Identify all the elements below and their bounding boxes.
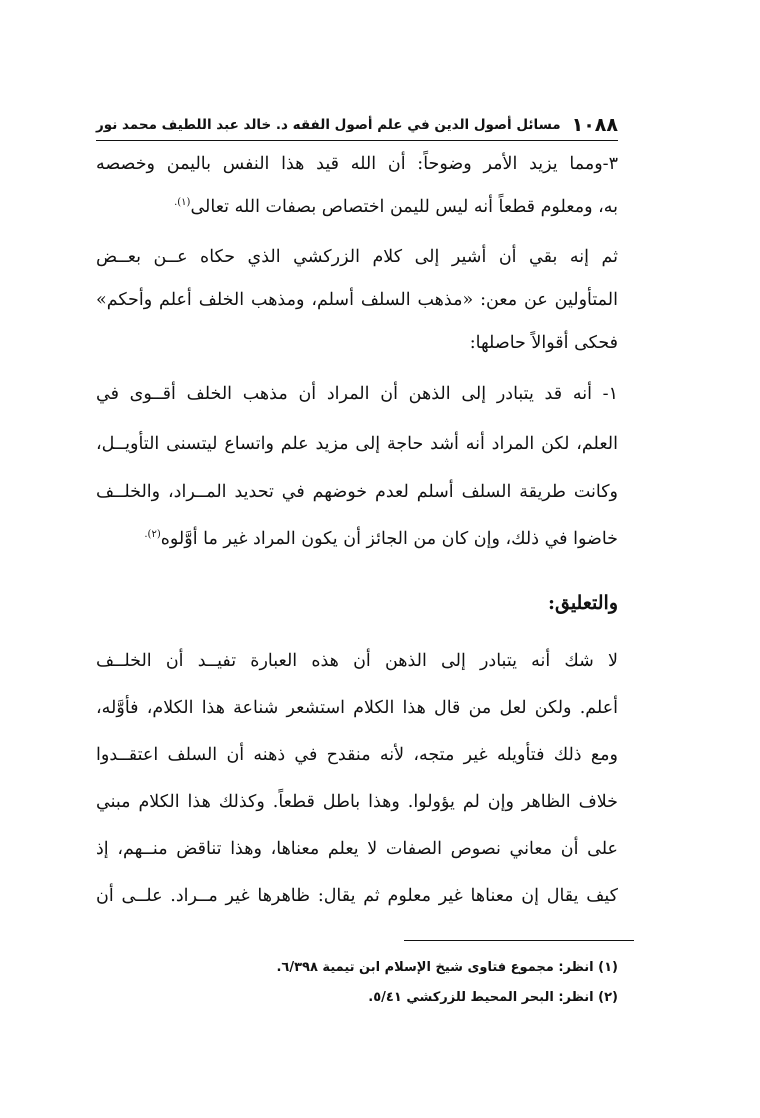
text-line: كيف يقال إن معناها غير معلوم ثم يقال: ظاهرها غير مــراد. علــى أن [96,886,618,906]
text-line: خلاف الظاهر وإن لم يؤولوا. وهذا باطل قطعاً. وكذلك هذا الكلام مبني [96,792,618,812]
text-line: وكانت طريقة السلف أسلم لعدم خوضهم في تحديد المــراد، والخلــف [96,482,618,502]
header-divider [96,140,618,141]
footnote: (١) انظر: مجموع فتاوى شيخ الإسلام ابن تيمية ٦/٣٩٨. [276,960,618,975]
text-line: خاضوا في ذلك، وإن كان من الجائز أن يكون المراد غير ما أوَّلوه$^{(٢).}$ [144,529,618,549]
text-line: ١- أنه قد يتبادر إلى الذهن أن المراد أن مذهب الخلف أقــوى في [96,384,618,404]
page-number: ١٠٨٨ [571,114,618,136]
text-line: فحكى أقوالاً حاصلها: [469,333,618,353]
text-line: ٣-ومما يزيد الأمر وضوحاً: أن الله قيد هذا النفس باليمن وخصصه [96,154,618,174]
text-line: أعلم. ولكن لعل من قال هذا الكلام استشعر شناعة هذا الكلام، فأوَّله، [96,698,618,718]
text-line: لا شك أنه يتبادر إلى الذهن أن هذه العبارة تفيــد أن الخلــف [96,651,618,671]
running-header [96,112,618,138]
footnote: (٢) انظر: البحر المحيط للزركشي ٥/٤١. [368,990,618,1005]
text-line: ومع ذلك فتأويله غير متجه، لأنه منقدح في ذهنه أن السلف اعتقــدوا [96,745,618,765]
text-line: العلم، لكن المراد أنه أشد حاجة إلى مزيد علم واتساع ليتسنى التأويــل، [96,434,618,454]
text-line: المتأولين عن معن: «مذهب السلف أسلم، ومذهب الخلف أعلم وأحكم» [96,290,618,310]
running-title: مسائل أصول الدين في علم أصول الفقه د. خالد عبد اللطيف محمد نور [96,117,561,133]
text-line: على أن معاني نصوص الصفات لا يعلم معناها، وهذا تناقض منــهم، إذ [96,839,618,859]
footnote-ref: (١). [174,197,191,209]
section-heading: والتعليق: [547,592,618,614]
text-line: ثم إنه بقي أن أشير إلى كلام الزركشي الذي حكاه عــن بعــض [96,247,618,267]
footnote-divider [404,940,634,941]
footnote-ref: (٢). [144,529,161,541]
text-line: به، ومعلوم قطعاً أنه ليس لليمن اختصاص بصفات الله تعالى$^{(١).}$ [174,197,618,217]
